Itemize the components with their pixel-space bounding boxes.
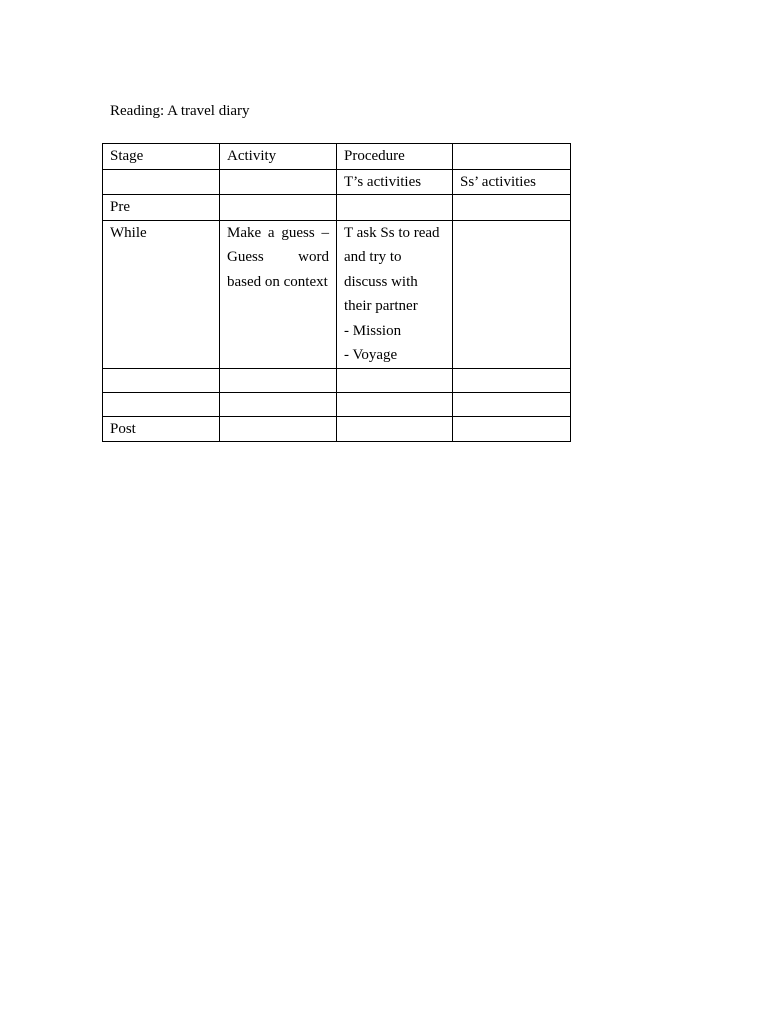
table-row-post [103,416,571,442]
stage-pre: Pre [103,195,220,221]
empty-cell [453,392,571,416]
empty-cell [453,195,571,221]
document-title: Reading: A travel diary [110,103,250,119]
while-teacher-item-1: - Mission [344,322,402,339]
while-teacher-item-2: - Voyage [344,347,398,363]
table-row-while [103,220,571,368]
empty-cell [220,169,337,195]
empty-cell [453,416,571,442]
lesson-plan-table [102,143,571,442]
empty-cell [220,416,337,442]
empty-cell [103,392,220,416]
table-header-row [103,144,571,170]
empty-cell [337,195,453,221]
stage-while: While [103,220,220,368]
empty-cell [337,392,453,416]
subheader-student-activities: Ss’ activities [453,169,571,195]
header-stage: Stage [103,144,220,170]
empty-cell [453,220,571,368]
subheader-teacher-activities: T’s activities [337,169,453,195]
empty-cell [220,392,337,416]
empty-cell [337,368,453,392]
table-subheader-row [103,169,571,195]
empty-cell [337,416,453,442]
empty-cell [453,144,571,170]
header-activity: Activity [220,144,337,170]
empty-cell [103,169,220,195]
while-teacher-activities [337,220,453,368]
stage-post: Post [103,416,220,442]
empty-cell [220,195,337,221]
empty-cell [103,368,220,392]
table-row-empty [103,368,571,392]
table-row-pre [103,195,571,221]
header-procedure: Procedure [337,144,453,170]
while-teacher-text: T ask Ss to read and try to discuss with their partner [344,224,440,314]
table-row-empty [103,392,571,416]
empty-cell [453,368,571,392]
while-activity: Make a guess – Guess word based on context [220,220,337,368]
empty-cell [220,368,337,392]
